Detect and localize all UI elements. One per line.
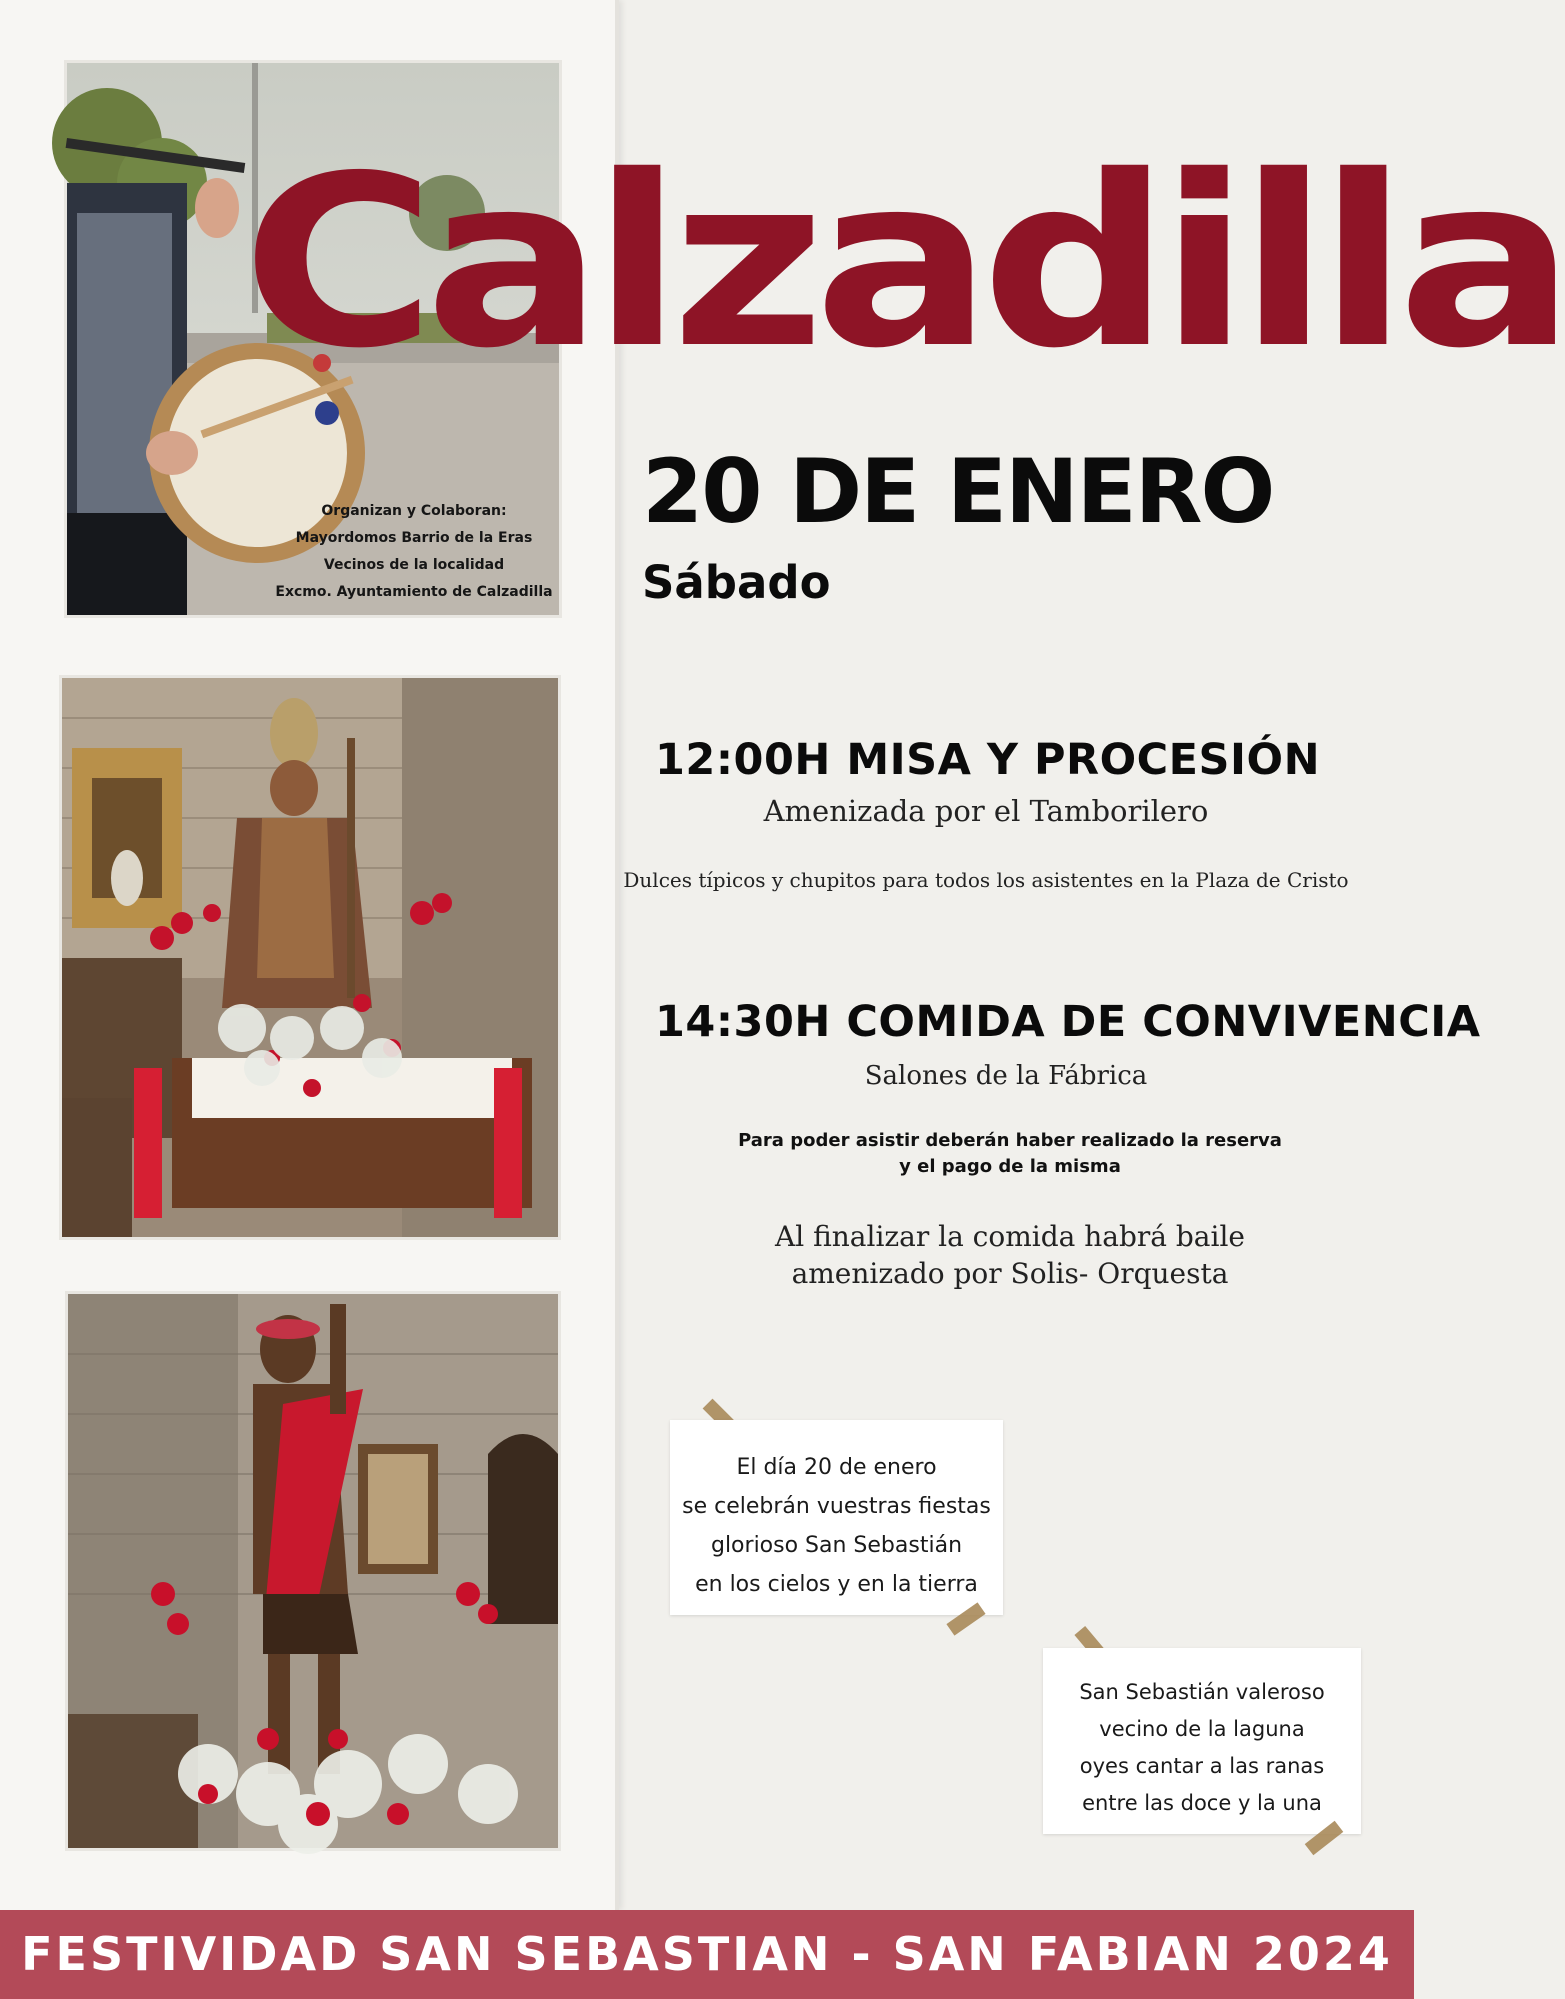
event-weekday: Sábado (642, 556, 831, 609)
verse-note-2 (1043, 1648, 1361, 1834)
organizers-block (264, 498, 564, 606)
dance-line: Al finalizar la comida habrá baile (775, 1220, 1245, 1253)
event1-note: Dulces típicos y chupitos para todos los asistentes en la Plaza de Cristo (623, 868, 1349, 892)
dance-line: amenizado por Solis- Orquesta (791, 1257, 1229, 1290)
san-fabian-statue-photo (59, 675, 561, 1240)
verse-note-1 (670, 1420, 1003, 1615)
event2-subtitle: Salones de la Fábrica (864, 1061, 1148, 1091)
verse-line: oyes cantar a las ranas (1079, 1754, 1325, 1778)
reservation-line: Para poder asistir deberán haber realizado la reserva (738, 1130, 1282, 1151)
event2-title: 14:30H COMIDA DE CONVIVENCIA (655, 997, 1481, 1047)
organizers-line: Mayordomos Barrio de la Eras (295, 530, 533, 546)
verse-line: se celebrán vuestras fiestas (682, 1494, 991, 1519)
verse-line: El día 20 de enero (736, 1455, 937, 1480)
organizers-line: Organizan y Colaboran: (321, 503, 507, 519)
verse-line: en los cielos y en la tierra (695, 1572, 978, 1597)
event1-subtitle: Amenizada por el Tamborilero (763, 794, 1209, 828)
reservation-line: y el pago de la misma (899, 1156, 1121, 1177)
san-sebastian-statue-photo (65, 1291, 561, 1851)
organizers-line: Excmo. Ayuntamiento de Calzadilla (275, 584, 553, 600)
verse-line: vecino de la laguna (1099, 1717, 1305, 1741)
verse-line: San Sebastián valeroso (1079, 1680, 1325, 1704)
organizers-line: Vecinos de la localidad (323, 557, 505, 573)
dance-notice (640, 1218, 1380, 1292)
event1-title: 12:00H MISA Y PROCESIÓN (655, 735, 1321, 785)
page-title: Calzadilla (242, 125, 1565, 400)
verse-line: entre las doce y la una (1082, 1791, 1322, 1815)
verse-line: glorioso San Sebastián (710, 1533, 963, 1558)
event-date: 20 DE ENERO (642, 440, 1274, 543)
reservation-notice (640, 1128, 1380, 1180)
footer-banner: FESTIVIDAD SAN SEBASTIAN - SAN FABIAN 2024 (0, 1910, 1414, 1999)
